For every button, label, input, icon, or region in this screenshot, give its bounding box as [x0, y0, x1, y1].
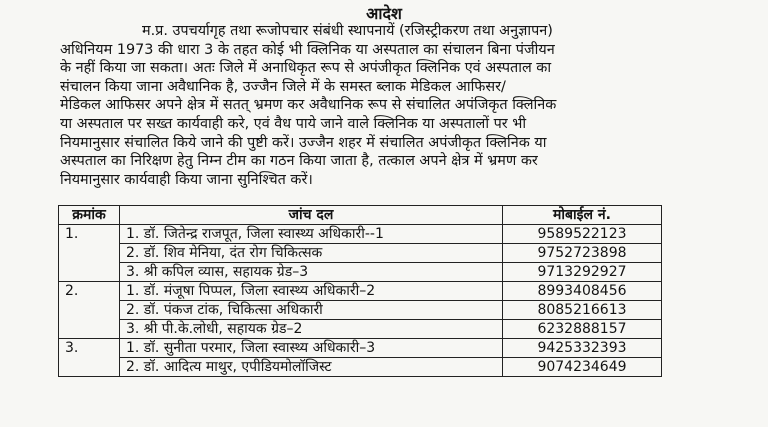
paragraph-line: नियमानुसार संचालित किये जाने की पुष्टी करें। उज्जैन शहर में संचालित अपंजीकृत क्लिनिक या: [60, 134, 547, 151]
table-row: [59, 358, 662, 377]
table-row: [59, 320, 662, 339]
member-name: 1. डॉ. मंजूषा पिप्पल, जिला स्वास्थ्य अधिकारी–2: [120, 282, 503, 301]
paragraph-line: अधिनियम 1973 की धारा 3 के तहत कोई भी क्लिनिक या अस्पताल का संचालन बिना पंजीयन: [60, 41, 555, 58]
header-mobile: मोबाईल नं.: [503, 206, 662, 225]
member-mobile: 9589522123: [503, 225, 662, 244]
member-name: 1. डॉ. जितेन्द्र राजपूत, जिला स्वास्थ्य अधिकारी--1: [120, 225, 503, 244]
team-table: [58, 205, 662, 377]
member-mobile: 6232888157: [503, 320, 662, 339]
table-row: [59, 339, 662, 358]
header-team: जांच दल: [120, 206, 503, 225]
table-header-row: [59, 206, 662, 225]
member-mobile: 9713292927: [503, 263, 662, 282]
table-row: [59, 282, 662, 301]
member-name: 2. डॉ. शिव मेनिया, दंत रोग चिकित्सक: [120, 244, 503, 263]
member-name: 2. डॉ. पंकज टांक, चिकित्सा अधिकारी: [120, 301, 503, 320]
group-number: 2.: [59, 282, 120, 339]
paragraph-line: अस्पताल का निरिक्षण हेतु निम्न टीम का गठन किया जाता है, तत्काल अपने क्षेत्र में भ्रमण कर: [60, 153, 538, 170]
paragraph-line: नियमानुसार कार्यवाही किया जाना सुनिश्चित करें।: [60, 171, 313, 188]
paragraph-line: के नहीं किया जा सकता। अतः जिले में अनाधिकृत रूप से अपंजीकृत क्लिनिक एवं अस्पताल का: [60, 60, 552, 77]
order-paragraph: [60, 22, 720, 189]
header-serial: क्रमांक: [59, 206, 120, 225]
table-row: [59, 301, 662, 320]
member-name: 1. डॉ. सुनीता परमार, जिला स्वास्थ्य अधिकारी–3: [120, 339, 503, 358]
group-number: 3.: [59, 339, 120, 377]
member-mobile: 9074234649: [503, 358, 662, 377]
member-mobile: 9752723898: [503, 244, 662, 263]
member-mobile: 9425332393: [503, 339, 662, 358]
paragraph-line: मेडिकल आफिसर अपने क्षेत्र में सतत् भ्रमण कर अवैधानिक रूप से संचालित अपंजिकृत क्लिनिक: [60, 97, 557, 114]
member-mobile: 8993408456: [503, 282, 662, 301]
member-mobile: 8085216613: [503, 301, 662, 320]
paragraph-line: म.प्र. उपचर्यागृह तथा रूजोपचार संबंधी स्थापनायें (रजिस्ट्रीकरण तथा अनुज्ञापन): [142, 23, 553, 39]
paragraph-line: या अस्पताल पर सख्त कार्यवाही करे, एवं वैध पाये जाने वाले क्लिनिक या अस्पतालों पर भी: [60, 115, 527, 132]
paragraph-line: संचालन किया जाना अवैधानिक है, उज्जैन जिले में के समस्त ब्लाक मेडिकल आफिसर/: [60, 78, 506, 95]
group-number: 1.: [59, 225, 120, 282]
table-row: [59, 244, 662, 263]
table-row: [59, 225, 662, 244]
member-name: 3. श्री कपिल व्यास, सहायक ग्रेड–3: [120, 263, 503, 282]
order-heading: आदेश: [366, 4, 402, 23]
member-name: 2. डॉ. आदित्य माथुर, एपीडियमोलॉजिस्ट: [120, 358, 503, 377]
table-row: [59, 263, 662, 282]
member-name: 3. श्री पी.के.लोधी, सहायक ग्रेड–2: [120, 320, 503, 339]
